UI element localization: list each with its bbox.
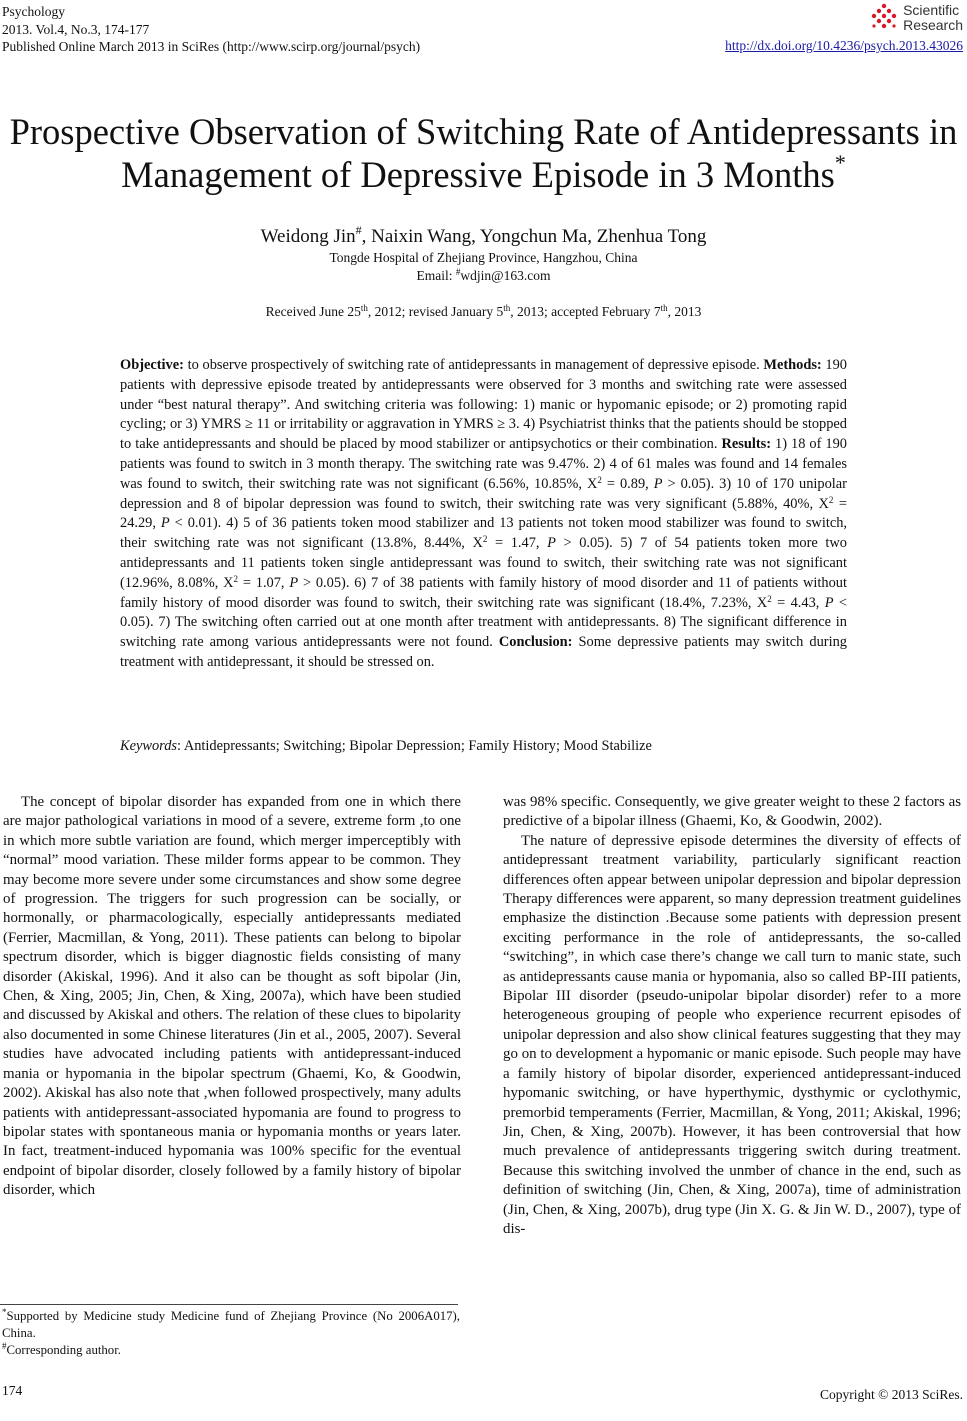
running-header — [2, 3, 420, 56]
logo-wordmark: Scientific Research — [903, 2, 963, 33]
page-number: 174 — [2, 1383, 23, 1398]
footnote-funding: *Supported by Medicine study Medicine fund of Zhejiang Province (No 2006A017), China. — [2, 1307, 460, 1340]
received-dates: Received June 25th, 2012; revised January 5th, 2013; accepted February 7th, 2013 — [265, 303, 702, 319]
paragraph: The nature of depressive episode determines the diversity of effects of antidepressant treatment variability, particularly significant reaction differences often appear between unipolar depression and bipolar depression Therapy differences were apparent, so many depression treatment guidelines emphasize the distinction .Because some patients with depression present exciting performance in the role of antidepressants, the so-called “switching”, in which case there’s change we call turn to manic state, such as antidepressants cause mania or hypomania, also so called BP-III patients, Bipolar III disorder (pseudo-unipolar bipolar disorder) refer to a more heterogeneous grouping of people who experience recurrent episodes of unipolar depression and also show clinical features suggesting that they may go on to development a hypomanic or manic episode. Such people may have a family history of bipolar disorder, experienced antidepressant-induced hypomanic switching, or have hyperthymic, dysthymic or cyclothymic, premorbid temperaments (Ferrier, Macmillan, & Yong, 2011; Akiskal, 1996; Jin, Chen, & Xing, 2007b). However, it has been controversial that how much prevalence of antidepressants triggering switch during treatment. Because this switching involved the unmber of chance in the end, such as definition of switching (Jin, Chen, & Xing, 2007a), time of administration (Jin, Chen, & Xing, 2007b), drug type (Jin X. G. & Jin W. D., 2007), type of dis- — [503, 832, 961, 1237]
scientific-research-logo — [869, 0, 963, 36]
affiliation: Tongde Hospital of Zhejiang Province, Hangzhou, China — [329, 250, 638, 265]
body-column-right — [503, 793, 961, 1239]
keywords-label: Keywords — [120, 738, 178, 754]
objective-label: Objective: — [120, 357, 184, 373]
body-column-left — [3, 793, 461, 1201]
paper-title: Prospective Observation of Switching Rate of Antidepressants in Management of Depressive Episode in 3 Months* — [9, 111, 958, 195]
doi-link[interactable]: http://dx.doi.org/10.4236/psych.2013.43026 — [725, 38, 963, 53]
publication-info: Published Online March 2013 in SciRes (http://www.scirp.org/journal/psych) — [2, 39, 421, 54]
email-address[interactable]: wdjin@163.com — [460, 268, 551, 283]
methods-label: Methods: — [763, 357, 822, 373]
abstract: Objective: to observe prospectively of switching rate of antidepressants in management of depressive episode. Methods: 190 patients with depressive episode treated by antidepressants were observed for 3 months and switching rate were assessed under “best natural therapy”. And switching criteria was following: 1) manic or hypomanic episode; or 2) promoting rapid cycling; or 3) YMRS ≥ 11 or irritability or aggravation in YMRS ≥ 3. 4) Psychiatrist thinks that the patients should be stopped to take antidepressants and should be placed by mood stabilizer or antipsychotics or their combination. Results: 1) 18 of 190 patients was found to switch in 3 month therapy. The switching rate was 9.47%. 2) 4 of 61 males was found and 14 females was found to switch, their switching rate was not significant (6.56%, 10.85%, $X^2 = 0.89$, P > 0.05). 3) 10 of 170 unipolar depression and 8 of bipolar depression was found to switch, their switching rate was very significant (5.88%, 40%, $X^2 = 24.29$, P < 0.01). 4) 5 of 36 patients token mood stabilizer and 13 patients not token mood stabilizer was found to switch, their switching rate was not significant (13.8%, 8.44%, $X^2 = 1.47$, P > 0.05). 5) 7 of 54 patients token more two antidepressants and 11 patients token single antidepressant was found to switch, their switching rate was not significant (12.96%, 8.08%, $X^2 = 1.07$, P > 0.05). 6) 7 of 38 patients with family history of mood disorder and 11 of patients without family history of mood disorder was found to switch, their switching rate was significant (18.4%, 7.23%, $X^2 = 4.43$, P < 0.05). 7) The switching often carried out at one month after treatment with antidepressants. 8) The significant difference in switching rate among various antidepressants were not found. Conclusion: Some depressive patients may switch during treatment with antidepressant, it should be stressed on. — [120, 357, 848, 670]
footnote-corresponding: #Corresponding author. — [2, 1341, 121, 1357]
author-list: Weidong Jin#, Naixin Wang, Yongchun Ma, Zhenhua Tong — [260, 223, 707, 247]
journal-volume: 2013. Vol.4, No.3, 174-177 — [2, 21, 150, 37]
keywords: Keywords: Antidepressants; Switching; Bipolar Depression; Family History; Mood Stabilize — [120, 738, 652, 754]
author-email: Email: #wdjin@163.com — [416, 267, 551, 283]
results-label: Results: — [721, 436, 772, 453]
copyright-notice: Copyright © 2013 SciRes. — [819, 1387, 963, 1402]
footnotes — [2, 1308, 460, 1359]
diamond-dots-icon — [869, 3, 899, 33]
paragraph: The concept of bipolar disorder has expanded from one in which there are major pathological variations in mood of a severe, extreme form ,to one in which more subtle variation are found, which merger imperceptibly with “normal” mood variation. These milder forms appear to be common. They may become more severe under some circumstances and show some degree of progression. The triggers for such progression can be socially, or hormonally, or pharmacologically, especially antidepressants mediated (Ferrier, Macmillan, & Yong, 2011). These patients can belong to bipolar spectrum disorder, which is bigger diagnostic fields consisting of many disorder (Akiskal, 1996). And it also can be thought as soft bipolar (Jin, Chen, & Xing, 2005; Jin, Chen, & Xing, 2007a), which have been studied and discussed by Akiskal and others. The relation of these clues to bipolarity also documented in some Chinese literatures (Jin et al., 2005, 2007). Several studies have advocated including patients with antidepressant-induced mania or hypomania in the bipolar spectrum (Ghaemi, Ko, & Goodwin, 2002). Akiskal has also note that ,when followed prospectively, many adults patients with antidepressant-associated hypomania are found to progress to bipolar states with spontaneous mania or hypomania months or years later. In fact, treatment-induced hypomania was 100% specific for the eventual endpoint of bipolar disorder, closely followed by a family history of bipolar disorder, which — [3, 794, 461, 1199]
title-footnote-mark: * — [834, 150, 846, 175]
journal-name: Psychology — [2, 4, 66, 19]
conclusion-label: Conclusion: — [498, 634, 573, 651]
footnote-divider — [0, 1304, 458, 1305]
paragraph: was 98% specific. Consequently, we give greater weight to these 2 factors as predictive of a bipolar illness (Ghaemi, Ko, & Goodwin, 2002). — [503, 794, 961, 830]
